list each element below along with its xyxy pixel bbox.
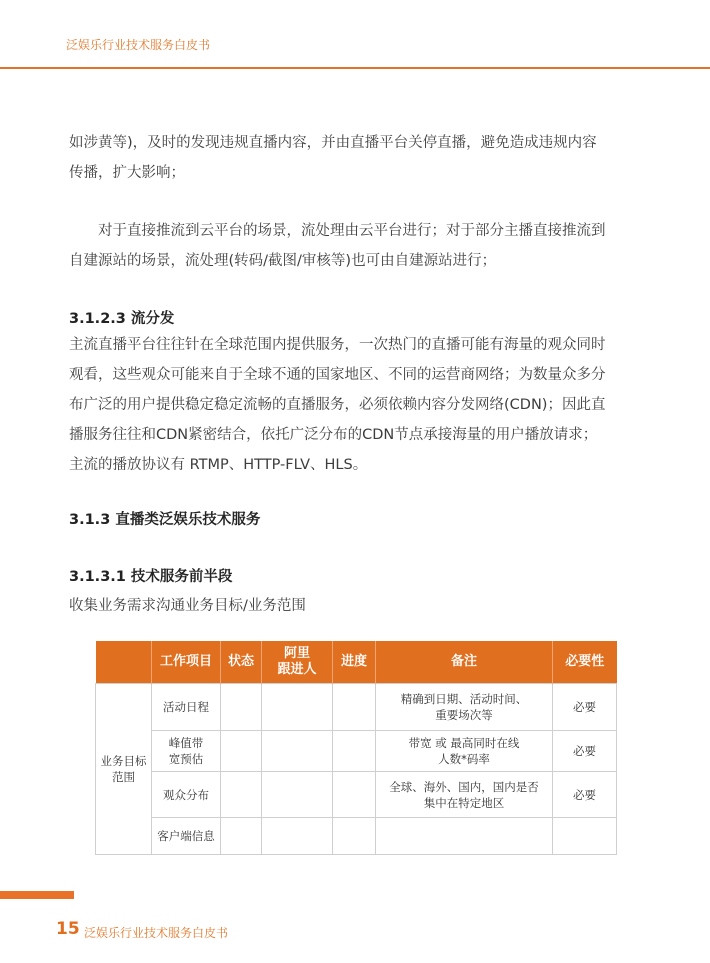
table-row (96, 731, 617, 772)
work-items-table (95, 641, 617, 855)
text-line: 自建源站的场景，流处理(转码/截图/审核等)也可由自建源站进行； (69, 253, 497, 269)
table-row (96, 772, 617, 818)
table-row (96, 684, 617, 731)
necessity-cell (553, 818, 617, 855)
work-item-line1: 观众分布 (163, 787, 209, 802)
text-line: 播服务往往和CDN紧密结合，依托广泛分布的CDN节点承接海量的用户播放请求； (69, 427, 598, 443)
header-cell-progress: 进度 (333, 641, 376, 684)
status-cell (221, 772, 262, 818)
status-cell (221, 684, 262, 731)
header-cell-work-item: 工作项目 (152, 641, 221, 684)
group-label-line1: 业务目标 (100, 754, 147, 768)
table-header-row (96, 641, 617, 684)
owner-cell (262, 772, 333, 818)
progress-cell (333, 818, 376, 855)
text-line: 观看，这些观众可能来自于全球不通的国家地区、不同的运营商网络；为数量众多分 (69, 367, 606, 383)
owner-cell (262, 731, 333, 772)
footer-accent-bar (0, 891, 74, 899)
header-owner-line1: 阿里 (283, 646, 310, 661)
progress-cell (333, 772, 376, 818)
work-item-cell (152, 818, 221, 855)
owner-cell (262, 818, 333, 855)
header-cell-note: 备注 (376, 641, 553, 684)
header-cell-ali-owner (262, 641, 333, 684)
header-cell-status: 状态 (221, 641, 262, 684)
note-line2: 人数*码率 (438, 752, 490, 766)
work-item-line1: 活动日程 (163, 700, 209, 714)
status-cell (221, 818, 262, 855)
progress-cell (333, 684, 376, 731)
header-cell-necessity: 必要性 (553, 641, 617, 684)
work-item-cell (152, 684, 221, 731)
text-line: 传播，扩大影响； (69, 165, 185, 181)
note-line1: 全球、海外、国内，国内是否 (389, 779, 539, 794)
text-line: 主流直播平台往往针在全球范围内提供服务，一次热门的直播可能有海量的观众同时 (69, 337, 606, 353)
section-subtitle: 收集业务需求沟通业务目标/业务范围 (69, 598, 306, 614)
table-row (96, 818, 617, 855)
note-cell (376, 772, 553, 818)
text-line: 主流的播放协议有 RTMP、HTTP-FLV、HLS。 (69, 457, 368, 473)
note-cell (376, 818, 553, 855)
group-label-line2: 范围 (112, 770, 135, 784)
note-cell (376, 684, 553, 731)
necessity-cell: 必要 (553, 772, 617, 818)
work-item-line2: 宽预估 (168, 752, 204, 766)
work-item-line1: 客户端信息 (157, 829, 215, 843)
note-cell (376, 731, 553, 772)
status-cell (221, 731, 262, 772)
note-line2: 集中在特定地区 (423, 795, 505, 810)
header-cell-empty (96, 641, 152, 684)
section-heading-3-1-3: 3.1.3 直播类泛娱乐技术服务 (69, 512, 261, 528)
necessity-cell: 必要 (553, 684, 617, 731)
necessity-cell: 必要 (553, 731, 617, 772)
note-line2: 重要场次等 (435, 708, 493, 722)
note-line1: 精确到日期、活动时间、 (400, 692, 528, 706)
header-divider (0, 67, 710, 69)
header-owner-line2: 跟进人 (277, 662, 317, 677)
page-number: 15 (56, 919, 80, 939)
text-line: 如涉黄等)，及时的发现违规直播内容，并由直播平台关停直播，避免造成违规内容 (69, 135, 597, 151)
header-title: 泛娱乐行业技术服务白皮书 (66, 38, 211, 52)
owner-cell (262, 684, 333, 731)
paragraph-stream-processing (69, 216, 649, 276)
note-line1: 带宽 或 最高同时在线 (408, 736, 520, 750)
work-item-line1: 峰值带 (168, 736, 204, 750)
section-heading-3-1-3-1: 3.1.3.1 技术服务前半段 (69, 569, 233, 585)
paragraph-stream-distribution (69, 330, 649, 480)
footer-title: 泛娱乐行业技术服务白皮书 (84, 926, 229, 940)
section-heading-3-1-2-3: 3.1.2.3 流分发 (69, 311, 175, 327)
group-label-cell (96, 684, 152, 855)
text-line: 布广泛的用户提供稳定稳定流畅的直播服务，必须依赖内容分发网络(CDN)；因此直 (69, 397, 606, 413)
text-line: 对于直接推流到云平台的场景，流处理由云平台进行；对于部分主播直接推流到 (69, 223, 606, 239)
work-item-cell (152, 731, 221, 772)
progress-cell (333, 731, 376, 772)
work-item-cell (152, 772, 221, 818)
paragraph-violation-spread (69, 128, 649, 188)
